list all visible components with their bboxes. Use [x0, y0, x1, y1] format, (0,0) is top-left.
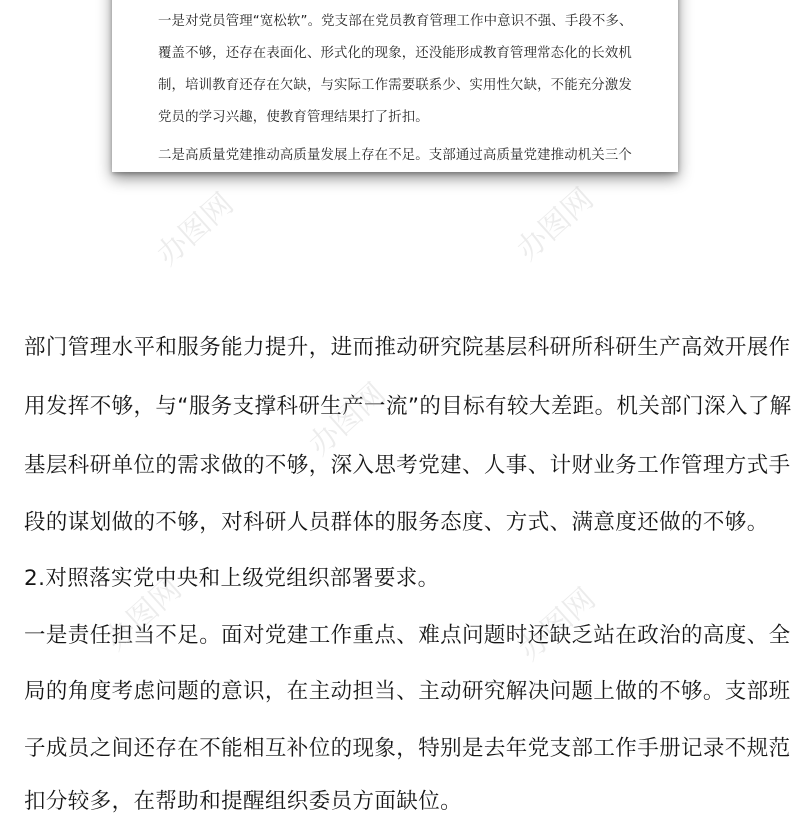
- body-line: 基层科研单位的需求做的不够，深入思考党建、人事、计财业务工作管理方式手: [24, 453, 791, 478]
- body-line: 子成员之间还存在不能相互补位的现象，特别是去年党支部工作手册记录不规范: [24, 736, 791, 761]
- watermark-logo: 办图网: [302, 376, 393, 463]
- card-line: 一是对党员管理“宽松软”。党支部在党员教育管理工作中意识不强、手段不多、: [158, 14, 633, 29]
- section-heading: 2.对照落实党中央和上级党组织部署要求。: [24, 566, 440, 591]
- watermark-logo: 办图网: [150, 186, 241, 273]
- watermark-logo: 办图网: [98, 571, 189, 658]
- document-preview-card: [112, 0, 678, 172]
- body-line: 扣分较多，在帮助和提醒组织委员方面缺位。: [24, 789, 463, 814]
- body-line: 一是责任担当不足。面对党建工作重点、难点问题时还缺乏站在政治的高度、全: [24, 623, 791, 648]
- body-line: 部门管理水平和服务能力提升，进而推动研究院基层科研所科研生产高效开展作: [24, 335, 791, 360]
- watermark-logo: 办图网: [510, 181, 601, 268]
- card-line: 二是高质量党建推动高质量发展上存在不足。支部通过高质量党建推动机关三个: [158, 148, 632, 163]
- body-line: 用发挥不够，与“服务支撑科研生产一流”的目标有较大差距。机关部门深入了解: [24, 394, 792, 419]
- body-line: 局的角度考虑问题的意识，在主动担当、主动研究解决问题上做的不够。支部班: [24, 679, 791, 704]
- card-line: 覆盖不够，还存在表面化、形式化的现象，还没能形成教育管理常态化的长效机: [158, 46, 632, 61]
- card-line: 制，培训教育还存在欠缺，与实际工作需要联系少、实用性欠缺，不能充分激发: [158, 78, 632, 93]
- watermark-logo: 办图网: [512, 581, 603, 668]
- body-line: 段的谋划做的不够，对科研人员群体的服务态度、方式、满意度还做的不够。: [24, 510, 769, 535]
- card-line: 党员的学习兴趣，使教育管理结果打了折扣。: [158, 110, 429, 125]
